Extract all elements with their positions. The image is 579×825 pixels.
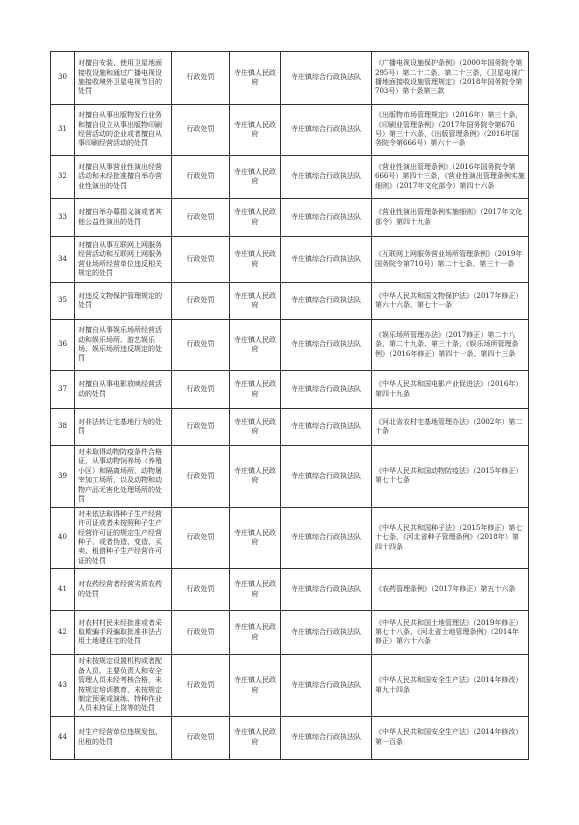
legal-basis: 《娱乐场所管理办法》（2017修正）第二十八条、第二十九条、第三十条，《娱乐场所管理条例》（2016年修正）第四十一条、第四十三条 <box>372 320 529 371</box>
row-number: 31 <box>51 105 75 156</box>
item-name: 对未依法取得种子生产经营许可证或者未按照种子生产经营许可证的规定生产经营种子，或者伪造、变造、买卖、租借种子生产经营许可证的处罚 <box>75 507 172 569</box>
item-type: 行政处罚 <box>172 199 230 237</box>
legal-basis: 《中华人民共和国安全生产法》（2014年修改）第一百条 <box>372 716 529 759</box>
enforcement-subject: 寺庄镇人民政府 <box>230 507 281 569</box>
table-body <box>51 52 529 760</box>
enforcement-subject: 寺庄镇人民政府 <box>230 199 281 237</box>
item-name: 对擅自从事营业性演出经营活动和未经批准擅自举办营业性演出的处罚 <box>75 156 172 199</box>
enforcement-department: 寺庄镇综合行政执法队 <box>281 371 372 409</box>
legal-basis: 《中华人民共和国电影产业促进法》（2016年）第四十九条 <box>372 371 529 409</box>
item-name: 对农药经营者经营劣质农药的处罚 <box>75 569 172 611</box>
legal-basis: 《广播电视设施保护条例》（2000年国务院令第295号）第二十二条、第二十三条，《卫星电视广播地面接收设施管理规定》（2018年国务院令第703号）第十条第三款 <box>372 52 529 105</box>
enforcement-department: 寺庄镇综合行政执法队 <box>281 283 372 320</box>
item-type: 行政处罚 <box>172 237 230 283</box>
enforcement-department: 寺庄镇综合行政执法队 <box>281 446 372 508</box>
table-row <box>51 409 529 446</box>
row-number: 35 <box>51 283 75 320</box>
item-name: 对擅自从事互联网上网服务经营活动和互联网上网服务营业场所经营单位违反相关规定的处罚 <box>75 237 172 283</box>
item-name: 对擅自从事娱乐场所经营活动和娱乐场所、游艺娱乐场、娱乐场所违反规定的处罚 <box>75 320 172 371</box>
item-type: 行政处罚 <box>172 283 230 320</box>
item-type: 行政处罚 <box>172 105 230 156</box>
row-number: 33 <box>51 199 75 237</box>
legal-basis: 《中华人民共和国动物防疫法》（2015年修正）第七十七条 <box>372 446 529 508</box>
legal-basis: 《中华人民共和国安全生产法》（2014年修改）第九十四条 <box>372 655 529 717</box>
enforcement-subject: 寺庄镇人民政府 <box>230 52 281 105</box>
enforcement-subject: 寺庄镇人民政府 <box>230 237 281 283</box>
row-number: 39 <box>51 446 75 508</box>
item-type: 行政处罚 <box>172 371 230 409</box>
enforcement-department: 寺庄镇综合行政执法队 <box>281 52 372 105</box>
item-type: 行政处罚 <box>172 569 230 611</box>
table-row <box>51 446 529 508</box>
item-name: 对非法转让宅基地行为的处罚 <box>75 409 172 446</box>
row-number: 41 <box>51 569 75 611</box>
table-row <box>51 283 529 320</box>
enforcement-department: 寺庄镇综合行政执法队 <box>281 199 372 237</box>
enforcement-department: 寺庄镇综合行政执法队 <box>281 655 372 717</box>
table-row <box>51 199 529 237</box>
table-row <box>51 507 529 569</box>
enforcement-subject: 寺庄镇人民政府 <box>230 716 281 759</box>
item-name: 对未按规定设置机构或者配备人员、主要负责人和安全管理人员未经考核合格，未按规定培训教育、未按规定制定预案或演练、特种作业人员未持证上岗等的处罚 <box>75 655 172 717</box>
row-number: 37 <box>51 371 75 409</box>
item-type: 行政处罚 <box>172 716 230 759</box>
enforcement-subject: 寺庄镇人民政府 <box>230 371 281 409</box>
item-type: 行政处罚 <box>172 446 230 508</box>
enforcement-subject: 寺庄镇人民政府 <box>230 569 281 611</box>
row-number: 32 <box>51 156 75 199</box>
item-type: 行政处罚 <box>172 611 230 655</box>
table-row <box>51 371 529 409</box>
legal-basis: 《河北省农村宅基地管理办法》（2002年）第二十条 <box>372 409 529 446</box>
enforcement-department: 寺庄镇综合行政执法队 <box>281 569 372 611</box>
row-number: 36 <box>51 320 75 371</box>
table-row <box>51 237 529 283</box>
table-row <box>51 320 529 371</box>
table-row <box>51 569 529 611</box>
item-name: 对生产经营单位违规发包、出租的处罚 <box>75 716 172 759</box>
row-number: 38 <box>51 409 75 446</box>
penalty-table <box>50 51 529 760</box>
row-number: 34 <box>51 237 75 283</box>
item-name: 对擅自从事出版物发行业务和擅自设立从事出版物印刷经营活动的企业或者擅自从事印刷经营活动的处罚 <box>75 105 172 156</box>
legal-basis: 《互联网上网服务营业场所管理条例》（2019年国务院令第710号）第二十七条、第三十一条 <box>372 237 529 283</box>
enforcement-subject: 寺庄镇人民政府 <box>230 156 281 199</box>
item-name: 对农村村民未经批准或者采取欺骗手段骗取批准非法占用土地建住宅的处罚 <box>75 611 172 655</box>
legal-basis: 《中华人民共和国文物保护法》（2017年修正）第六十六条、第七十一条 <box>372 283 529 320</box>
enforcement-department: 寺庄镇综合行政执法队 <box>281 105 372 156</box>
legal-basis: 《中华人民共和国种子法》（2015年修正）第七十七条、《河北省种子管理条例》（2018年）第四十四条 <box>372 507 529 569</box>
item-name: 对擅自从事电影放映经营活动的处罚 <box>75 371 172 409</box>
item-name: 对未取得动物防疫条件合格证，从事动物饲养场（养殖小区）和隔离场所，动物屠宰加工场所，以及动物和动物产品无害化处理场所的处罚 <box>75 446 172 508</box>
enforcement-subject: 寺庄镇人民政府 <box>230 611 281 655</box>
legal-basis: 《出版物市场管理规定》（2016年）第三十条，《印刷业管理条例》（2017年国务院令第676号）第三十六条，《出版管理条例》（2016年国务院令第666号）第六十一条 <box>372 105 529 156</box>
row-number: 40 <box>51 507 75 569</box>
item-type: 行政处罚 <box>172 507 230 569</box>
enforcement-subject: 寺庄镇人民政府 <box>230 655 281 717</box>
table-row <box>51 716 529 759</box>
enforcement-department: 寺庄镇综合行政执法队 <box>281 507 372 569</box>
item-name: 对擅自举办募捐义演或者其他公益性演出的处罚 <box>75 199 172 237</box>
enforcement-department: 寺庄镇综合行政执法队 <box>281 611 372 655</box>
enforcement-subject: 寺庄镇人民政府 <box>230 105 281 156</box>
row-number: 42 <box>51 611 75 655</box>
item-type: 行政处罚 <box>172 655 230 717</box>
legal-basis: 《农药管理条例》（2017年修正）第五十六条 <box>372 569 529 611</box>
enforcement-department: 寺庄镇综合行政执法队 <box>281 716 372 759</box>
row-number: 44 <box>51 716 75 759</box>
row-number: 43 <box>51 655 75 717</box>
legal-basis: 《营业性演出管理条例实施细则》（2017年文化部令）第四十九条 <box>372 199 529 237</box>
enforcement-department: 寺庄镇综合行政执法队 <box>281 409 372 446</box>
row-number: 30 <box>51 52 75 105</box>
item-type: 行政处罚 <box>172 409 230 446</box>
item-name: 对擅自安装、使用卫星地面接收设施和通过广播电视设施接收境外卫星电视节目的处罚 <box>75 52 172 105</box>
item-type: 行政处罚 <box>172 320 230 371</box>
item-type: 行政处罚 <box>172 52 230 105</box>
enforcement-department: 寺庄镇综合行政执法队 <box>281 156 372 199</box>
legal-basis: 《营业性演出管理条例》（2016年国务院令第666号）第四十三条，《营业性演出管理条例实施细则》（2017年文化部令）第四十六条 <box>372 156 529 199</box>
item-type: 行政处罚 <box>172 156 230 199</box>
enforcement-subject: 寺庄镇人民政府 <box>230 446 281 508</box>
table-row <box>51 655 529 717</box>
enforcement-department: 寺庄镇综合行政执法队 <box>281 237 372 283</box>
table-row <box>51 156 529 199</box>
enforcement-subject: 寺庄镇人民政府 <box>230 320 281 371</box>
table-row <box>51 105 529 156</box>
item-name: 对违反文物保护管理规定的处罚 <box>75 283 172 320</box>
table-row <box>51 611 529 655</box>
table-row <box>51 52 529 105</box>
enforcement-subject: 寺庄镇人民政府 <box>230 409 281 446</box>
legal-basis: 《中华人民共和国土地管理法》（2019年修正）第七十八条、《河北省土地管理条例》（2014年修正）第六十六条 <box>372 611 529 655</box>
enforcement-subject: 寺庄镇人民政府 <box>230 283 281 320</box>
enforcement-department: 寺庄镇综合行政执法队 <box>281 320 372 371</box>
